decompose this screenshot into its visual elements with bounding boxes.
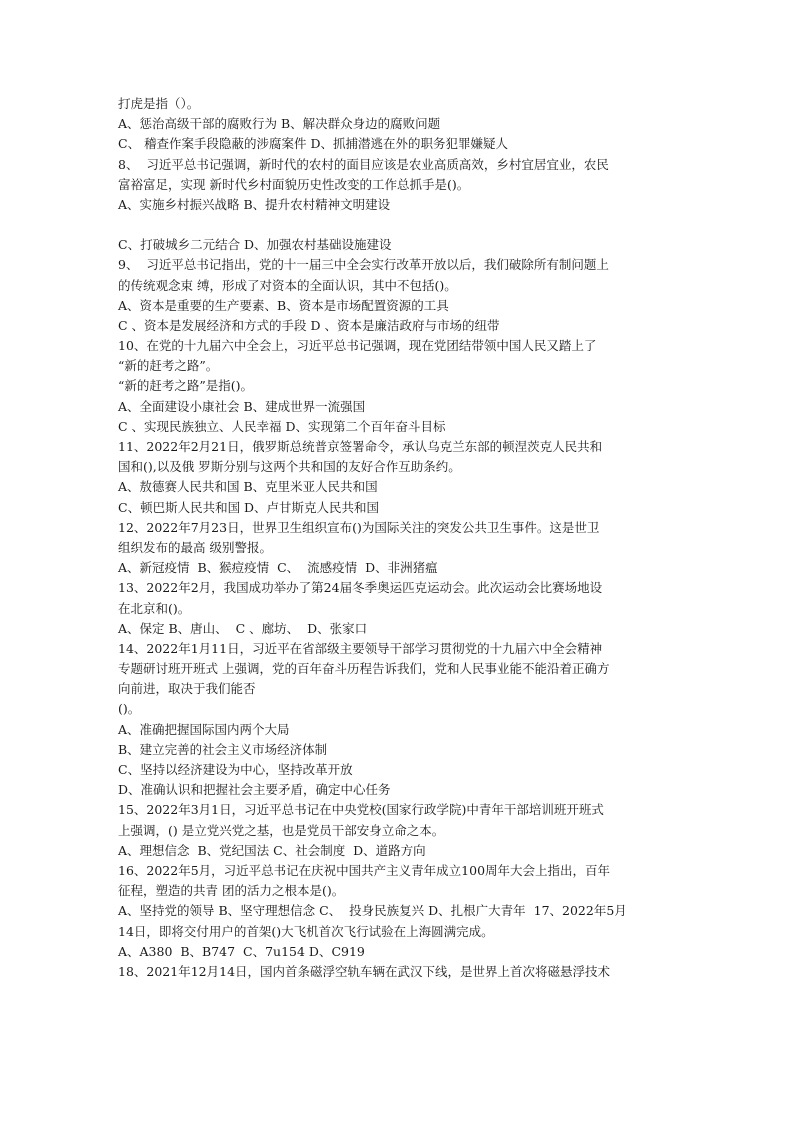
question-line: 16、2022年5月，习近平总书记在庆祝中国共产主义青年成立100周年大会上指出，百年 [118, 862, 611, 878]
question-line: 14日，即将交付用户的首架()大飞机首次飞行试验在上海圆满完成。 [118, 923, 494, 939]
option-line: A、实施乡村振兴战略 B、提升农村精神文明建设 [118, 196, 391, 212]
option-line: C、坚持以经济建设为中心，坚持改革开放 [118, 762, 353, 777]
option-line: C、 稽查作案手段隐蔽的涉腐案件 D、抓捕潜逃在外的职务犯罪嫌疑人 [118, 136, 509, 152]
option-line: A、惩治高级干部的腐败行为 B、解决群众身边的腐败问题 [118, 116, 441, 132]
document-page [118, 94, 688, 982]
question-line: 8、 习近平总书记强调，新时代的农村的面目应该是农业高质高效，乡村宜居宜业，农民 [118, 156, 609, 172]
question-line: 的传统观念束 缚，形成了对资本的全面认识，其中不包括()。 [118, 277, 457, 293]
option-line: C、打破城乡二元结合 D、加强农村基础设施建设 [118, 237, 392, 253]
option-line: A、理想信念 B、党纪国法 C、社会制度 D、道路方向 [118, 842, 426, 858]
option-line: A、A380 B、B747 C、7u154 D、C919 [118, 943, 365, 959]
blank-gap [118, 215, 688, 235]
option-line: C 、实现民族独立、人民幸福 D、实现第二个百年奋斗目标 [118, 418, 446, 434]
question-line: 专题研讨班开班式 上强调，党的百年奋斗历程告诉我们，党和人民事业能不能沿着正确方 [118, 661, 610, 677]
option-line: A、坚持党的领导 B、坚守理想信念 C、 投身民族复兴 D、扎根广大青年 17、2022年5月 [118, 903, 627, 919]
question-line: 组织发布的最高 级别警报。 [118, 539, 272, 555]
option-line: A、全面建设小康社会 B、建成世界一流强国 [118, 398, 366, 414]
question-line: 向前进，取决于我们能否 [118, 681, 256, 697]
question-line: “新的赶考之路”是指()。 [118, 378, 254, 394]
option-line: A、资本是重要的生产要素、B、资本是市场配置资源的工具 [118, 297, 449, 313]
question-line: 18、2021年12月14日，国内首条磁浮空轨车辆在武汉下线，是世界上首次将磁悬浮技术 [118, 963, 611, 979]
question-line: 征程，塑造的共青 团的活力之根本是()。 [118, 883, 345, 899]
question-line: 9、 习近平总书记指出，党的十一届三中全会实行改革开放以后，我们破除所有制问题上 [118, 257, 609, 273]
option-line: A、准确把握国际国内两个大局 [118, 721, 290, 737]
option-line: A、保定 B、唐山、 C 、廊坊、 D、张家口 [118, 620, 368, 636]
option-line: A、新冠疫情 B、猴痘疫情 C、 流感疫情 D、非洲猪瘟 [118, 560, 438, 576]
option-line: C 、资本是发展经济和方式的手段 D 、资本是廉洁政府与市场的纽带 [118, 317, 500, 333]
question-line: 上强调，() 是立党兴党之基，也是党员干部安身立命之本。 [118, 822, 445, 838]
question-line: 14、2022年1月11日，习近平在省部级主要领导干部学习贯彻党的十九届六中全会精神 [118, 640, 603, 656]
question-line: 国和(),以及俄 罗斯分别与这两个共和国的友好合作互助条约。 [118, 459, 461, 475]
question-line: 12、2022年7月23日，世界卫生组织宣布()为国际关注的突发公共卫生事件。这是世卫 [118, 519, 600, 535]
question-line: 13、2022年2月，我国成功举办了第24届冬季奥运匹克运动会。此次运动会比赛场地设 [118, 580, 603, 596]
question-line: 在北京和()。 [118, 600, 191, 616]
question-line: 10、在党的十九届六中全会上，习近平总书记强调，现在党团结带领中国人民又踏上了 [118, 338, 597, 354]
option-line: D、准确认识和把握社会主要矛盾，确定中心任务 [118, 782, 391, 798]
question-line: 富裕富足，实现 新时代乡村面貌历史性改变的工作总抓手是()。 [118, 176, 470, 192]
option-line: A、敖德赛人民共和国 B、克里米亚人民共和国 [118, 479, 378, 495]
question-line: 15、2022年3月1日，习近平总书记在中央党校(国家行政学院)中青年干部培训班开班式 [118, 802, 604, 818]
option-line: B、建立完善的社会主义市场经济体制 [118, 741, 328, 757]
question-line: “新的赶考之路”。 [118, 358, 219, 374]
text-line: 打虎是指（）。 [118, 96, 200, 111]
question-line: ()。 [118, 701, 141, 717]
question-line: 11、2022年2月21日，俄罗斯总统普京签署命令，承认乌克兰东部的顿涅茨克人民共和 [118, 439, 603, 454]
option-line: C、顿巴斯人民共和国 D、卢甘斯克人民共和国 [118, 499, 380, 515]
